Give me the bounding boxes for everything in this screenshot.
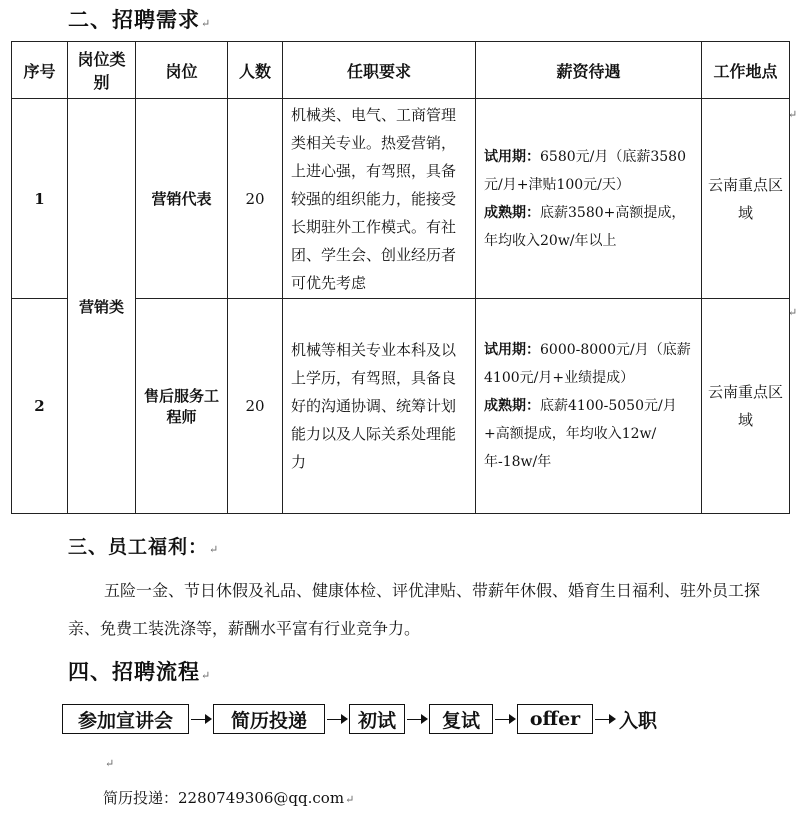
row-end-mark-icon: ↵: [788, 306, 798, 319]
row-position: 售后服务工程师: [136, 299, 228, 514]
header-category: 岗位类别: [68, 42, 136, 99]
section-title-benefits: 三、员工福利：↵: [68, 536, 220, 558]
row-requirements: 机械等相关专业本科及以上学历，有驾照，具备良好的沟通协调、统筹计划能力以及人际关系处理能力: [283, 299, 476, 514]
header-salary: 薪资待遇: [476, 42, 702, 99]
flow-step-briefing: 参加宣讲会: [62, 704, 189, 734]
row-position: 营销代表: [136, 99, 228, 299]
flow-step-offer: offer: [517, 704, 593, 734]
flow-step-onboard: 入职: [619, 709, 658, 732]
recruitment-table: [11, 41, 790, 514]
arrow-right-icon: [493, 704, 517, 734]
section-title-process: 四、招聘流程↵: [68, 659, 212, 684]
paragraph-mark-icon: ↵: [201, 669, 212, 682]
resume-email-line: 简历投递：2280749306@qq.com↵: [103, 789, 355, 807]
row-salary: [476, 99, 702, 299]
row-count: 20: [228, 99, 283, 299]
arrow-right-icon: [593, 704, 617, 734]
row-requirements: 机械类、电气、工商管理类相关专业。热爱营销，上进心强，有驾照，具备较强的组织能力，能接受长期驻外工作模式。有社团、学生会、创业经历者可优先考虑: [283, 99, 476, 299]
paragraph-mark-icon: ↵: [105, 757, 115, 770]
row-category: 营销类: [68, 99, 136, 514]
arrow-right-icon: [405, 704, 429, 734]
mature-label: 成熟期：: [484, 398, 540, 414]
trial-text: 6000-8000元/月（底薪4100元/月+业绩提成）: [484, 342, 691, 386]
arrow-right-icon: [325, 704, 349, 734]
paragraph-mark-icon: ↵: [209, 543, 220, 556]
section-title-recruitment-needs: 二、招聘需求↵: [68, 7, 212, 32]
flow-step-resume: 简历投递: [213, 704, 325, 734]
paragraph-mark-icon: ↵: [345, 793, 355, 806]
table-header-row: [12, 42, 790, 99]
header-requirements: 任职要求: [283, 42, 476, 99]
table-row: [12, 99, 790, 299]
row-location: 云南重点区域: [702, 299, 790, 514]
mature-text: 底薪4100-5050元/月+高额提成，年均收入12w/年-18w/年: [484, 398, 677, 470]
header-count: 人数: [228, 42, 283, 99]
row-count: 20: [228, 299, 283, 514]
row-no: 1: [12, 99, 68, 299]
row-salary: [476, 299, 702, 514]
benefits-paragraph: 五险一金、节日休假及礼品、健康体检、评优津贴、带薪年休假、婚育生日福利、驻外员工探亲、免费工装洗涤等，薪酬水平富有行业竞争力。: [68, 581, 761, 638]
header-position: 岗位: [136, 42, 228, 99]
paragraph-mark-icon: ↵: [201, 17, 212, 30]
trial-label: 试用期：: [484, 148, 540, 165]
row-no: 2: [12, 299, 68, 514]
arrow-right-icon: [189, 704, 213, 734]
mature-label: 成熟期：: [484, 204, 540, 221]
mature-text: 底薪3580+高额提成，年均收入20w/年以上: [484, 204, 686, 249]
header-no: 序号: [12, 42, 68, 99]
row-location: 云南重点区域: [702, 99, 790, 299]
trial-label: 试用期：: [484, 342, 540, 358]
flow-step-first-interview: 初试: [349, 704, 405, 734]
flow-step-second-interview: 复试: [429, 704, 493, 734]
row-end-mark-icon: ↵: [788, 108, 798, 121]
recruitment-flow: [62, 702, 657, 736]
header-location: 工作地点: [702, 42, 790, 99]
trial-text: 6580元/月（底薪3580元/月+津贴100元/天）: [484, 148, 686, 193]
